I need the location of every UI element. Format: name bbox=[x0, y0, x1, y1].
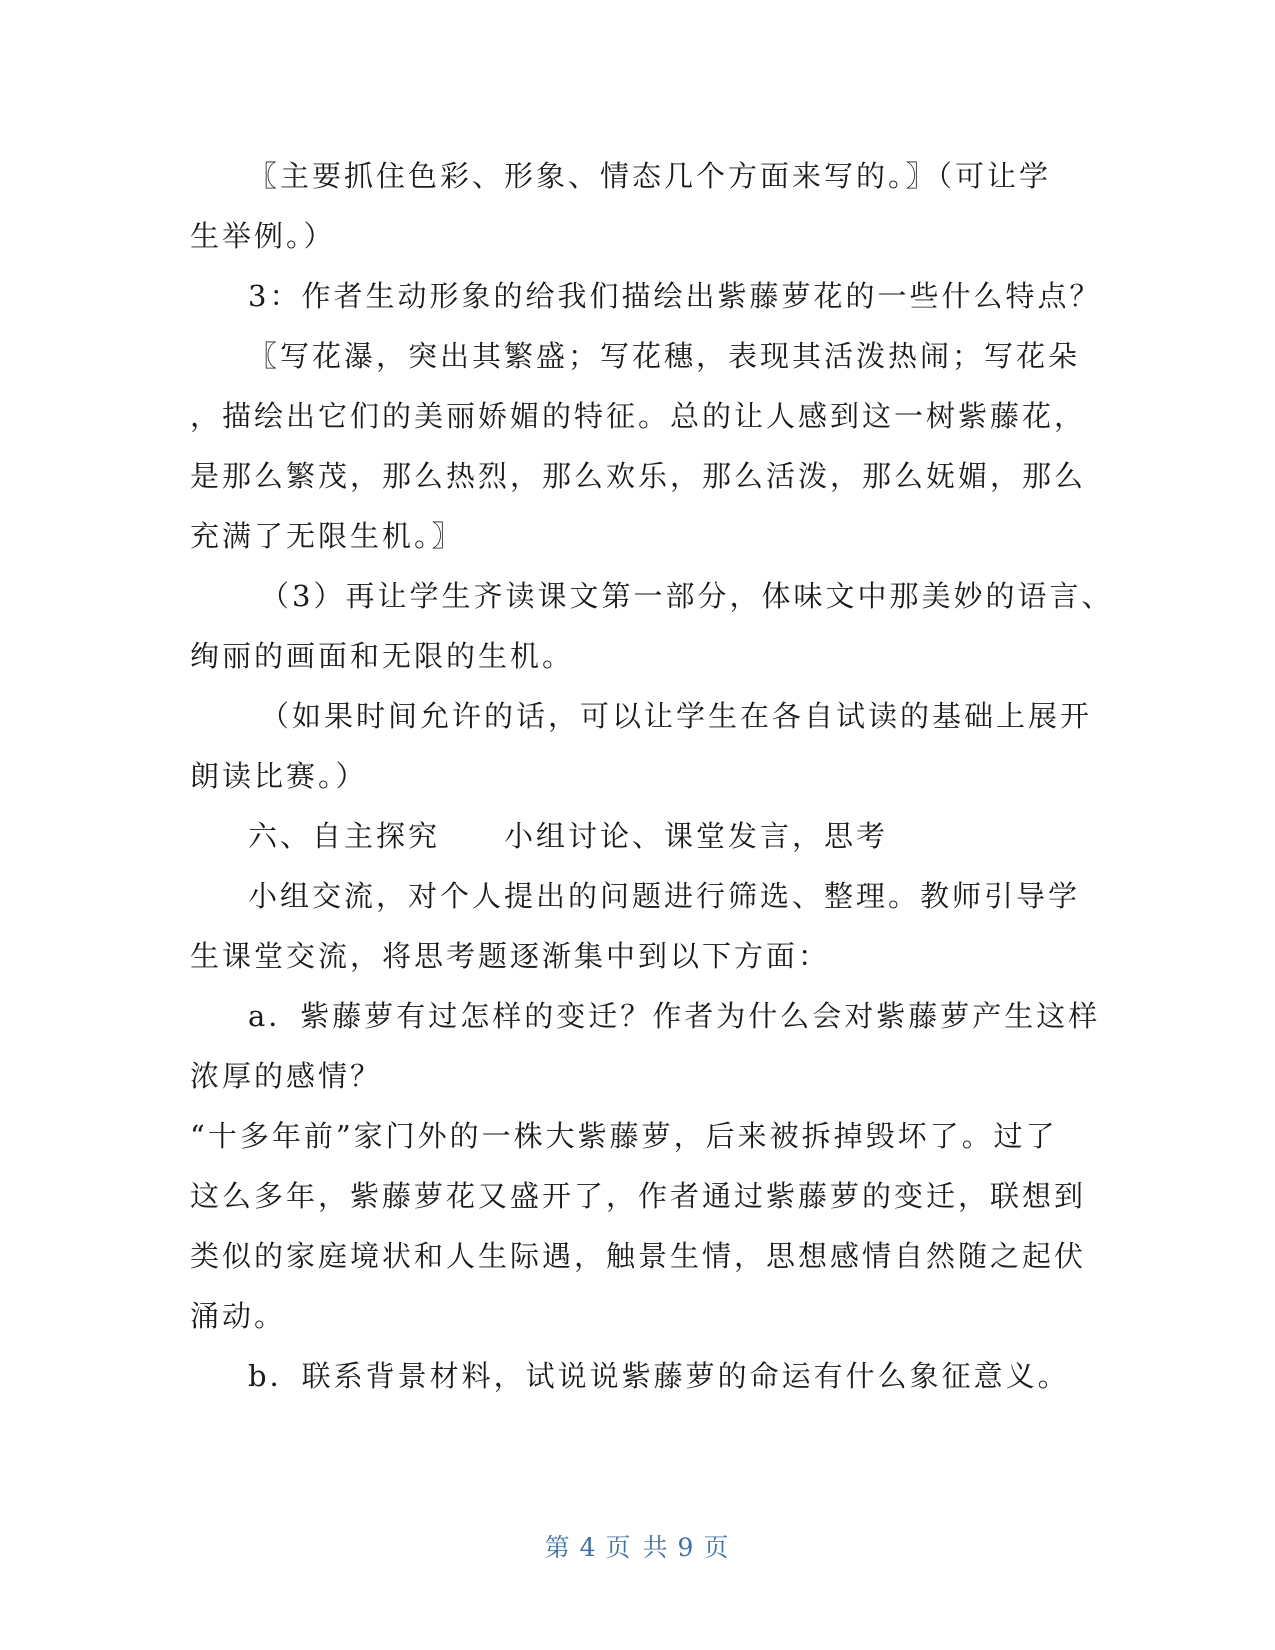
question-a-line: 浓厚的感情？ bbox=[190, 1059, 383, 1093]
text-line: 生举例。） bbox=[190, 219, 336, 253]
question-a-line: a．紫藤萝有过怎样的变迁？作者为什么会对紫藤萝产生这样 bbox=[248, 999, 1101, 1033]
footer-suffix: 页 bbox=[703, 1533, 731, 1562]
question-b-line: b．联系背景材料，试说说紫藤萝的命运有什么象征意义。 bbox=[248, 1359, 1070, 1393]
note-line: 朗读比赛。） bbox=[190, 759, 368, 793]
answer-3-line: 是那么繁茂，那么热烈，那么欢乐，那么活泼，那么妩媚，那么 bbox=[190, 459, 1087, 493]
text-line: 小组交流，对个人提出的问题进行筛选、整理。教师引导学 bbox=[248, 879, 1081, 913]
answer-3-line: 〖写花瀑，突出其繁盛；写花穗，表现其活泼热闹；写花朵 bbox=[248, 339, 1081, 373]
answer-a-line: 这么多年，紫藤萝花又盛开了，作者通过紫藤萝的变迁，联想到 bbox=[190, 1179, 1087, 1213]
footer-middle: 页 共 bbox=[605, 1533, 670, 1562]
page-footer bbox=[0, 1528, 1275, 1564]
total-pages-number: 9 bbox=[677, 1533, 696, 1562]
answer-a-line: “十多年前”家门外的一株大紫藤萝，后来被拆掉毁坏了。过了 bbox=[190, 1119, 1058, 1153]
section-heading: 六、自主探究 小组讨论、课堂发言，思考 bbox=[248, 819, 889, 853]
answer-a-line: 涌动。 bbox=[190, 1299, 287, 1333]
footer-prefix: 第 bbox=[544, 1533, 572, 1562]
step-3-line: （3）再让学生齐读课文第一部分，体味文中那美妙的语言、 bbox=[260, 579, 1114, 613]
current-page-number: 4 bbox=[579, 1533, 598, 1562]
text-line: 〖主要抓住色彩、形象、情态几个方面来写的。〗（可让学 bbox=[248, 159, 1052, 193]
document-body bbox=[190, 146, 1114, 1406]
answer-a-line: 类似的家庭境状和人生际遇，触景生情，思想感情自然随之起伏 bbox=[190, 1239, 1087, 1273]
note-line: （如果时间允许的话，可以让学生在各自试读的基础上展开 bbox=[260, 699, 1093, 733]
answer-3-line: ，描绘出它们的美丽娇媚的特征。总的让人感到这一树紫藤花， bbox=[190, 399, 1087, 433]
question-3-line: 3：作者生动形象的给我们描绘出紫藤萝花的一些什么特点？ bbox=[248, 279, 1102, 313]
answer-3-line: 充满了无限生机。〗 bbox=[190, 519, 464, 553]
text-line: 生课堂交流，将思考题逐渐集中到以下方面： bbox=[190, 939, 831, 973]
step-3-line: 绚丽的画面和无限的生机。 bbox=[190, 639, 575, 673]
